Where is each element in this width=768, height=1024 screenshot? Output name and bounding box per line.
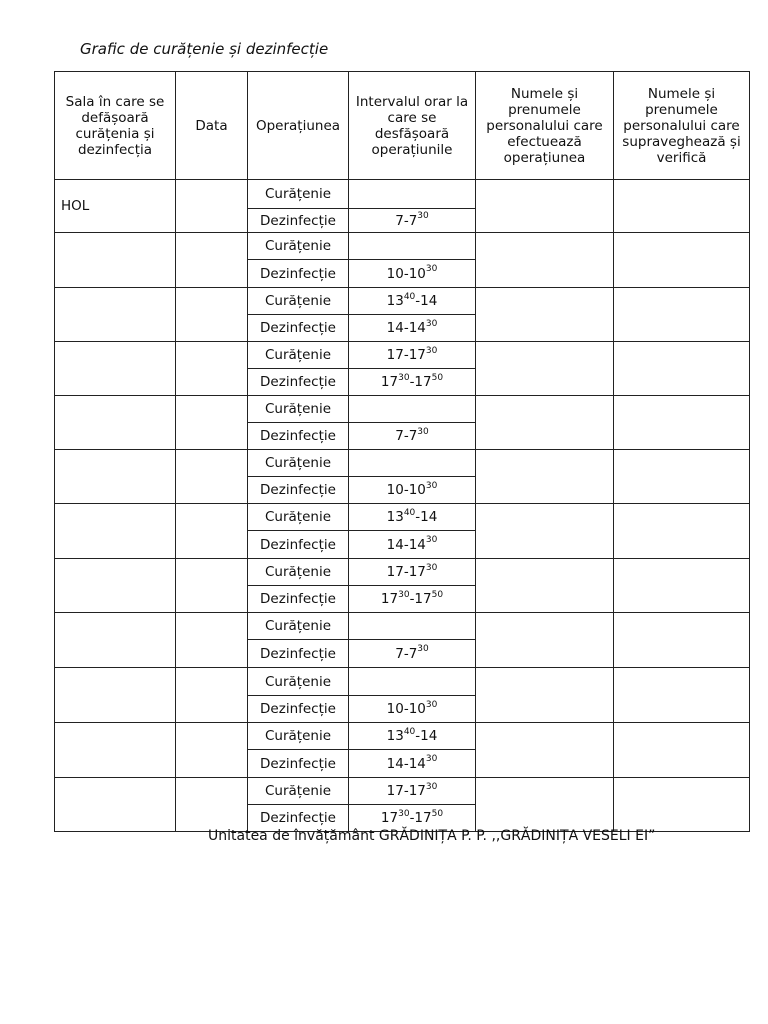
operation-cell: Curățenie [248, 559, 349, 586]
interval-minutes: 30 [398, 372, 410, 383]
table-row [55, 233, 750, 260]
interval-cell [349, 778, 476, 805]
interval-hours: 17 [380, 374, 399, 390]
performer-cell[interactable] [476, 613, 614, 668]
interval-minutes: 30 [425, 345, 438, 356]
supervisor-cell[interactable] [614, 723, 750, 778]
header-row [55, 72, 750, 180]
supervisor-cell[interactable] [614, 504, 750, 559]
interval-hours: 7-7 [395, 645, 418, 662]
supervisor-cell[interactable] [614, 559, 750, 613]
interval-hours: 17 [380, 810, 399, 826]
table-row [55, 342, 750, 369]
interval-minutes: 30 [417, 644, 429, 654]
interval-minutes: 50 [431, 808, 444, 819]
interval-cell [349, 342, 476, 369]
table-row [55, 668, 750, 696]
interval-cell [349, 233, 476, 260]
interval-cell [349, 640, 476, 668]
performer-cell[interactable] [476, 233, 614, 288]
interval-minutes: 30 [398, 589, 410, 600]
room-cell[interactable] [55, 504, 176, 559]
interval-hours: 17 [380, 591, 399, 607]
interval-hours: -17 [409, 374, 432, 390]
interval-hours: -17 [409, 591, 432, 607]
operation-cell: Curățenie [248, 342, 349, 369]
operation-cell: Curățenie [248, 723, 349, 750]
interval-hours: -14 [415, 293, 438, 309]
interval-hours: 13 [386, 728, 404, 744]
interval-minutes: 40 [403, 726, 416, 737]
interval-hours: 10-10 [386, 701, 426, 717]
performer-cell[interactable] [476, 288, 614, 342]
date-cell[interactable] [176, 613, 248, 668]
interval-minutes: 40 [403, 291, 416, 302]
interval-hours: 17-17 [386, 347, 426, 363]
operation-cell: Dezinfecție [248, 531, 349, 559]
room-cell[interactable] [55, 396, 176, 450]
date-cell[interactable] [176, 723, 248, 778]
interval-hours: 14-14 [386, 755, 426, 772]
interval-minutes: 30 [425, 535, 438, 545]
interval-cell [349, 180, 476, 209]
room-cell[interactable] [55, 778, 176, 832]
schedule-body [55, 180, 750, 832]
interval-cell [349, 723, 476, 750]
operation-cell: Curățenie [248, 450, 349, 477]
interval-cell [349, 559, 476, 586]
room-cell[interactable] [55, 342, 176, 396]
operation-cell: Curățenie [248, 613, 349, 640]
interval-cell [349, 477, 476, 504]
interval-hours: 10-10 [386, 265, 426, 282]
performer-cell[interactable] [476, 504, 614, 559]
institution-footer: Unitatea de învățământ GRĂDINIȚA P. P. ,,GRĂDINIȚA VESELI EI” [208, 828, 656, 844]
interval-cell [349, 315, 476, 342]
room-cell[interactable] [55, 723, 176, 778]
performer-cell[interactable] [476, 559, 614, 613]
date-cell[interactable] [176, 668, 248, 723]
table-row [55, 288, 750, 315]
table-row [55, 723, 750, 750]
performer-cell[interactable] [476, 450, 614, 504]
date-cell[interactable] [176, 396, 248, 450]
header-performer: Numele și prenumele personalului care efectuează operațiunea [476, 72, 614, 180]
table-row [55, 504, 750, 531]
operation-cell: Curățenie [248, 504, 349, 531]
performer-cell[interactable] [476, 342, 614, 396]
table-row [55, 396, 750, 423]
interval-minutes: 30 [425, 562, 438, 573]
room-cell[interactable] [55, 450, 176, 504]
performer-cell[interactable] [476, 668, 614, 723]
supervisor-cell[interactable] [614, 342, 750, 396]
supervisor-cell[interactable] [614, 180, 750, 233]
interval-minutes: 30 [425, 699, 438, 710]
supervisor-cell[interactable] [614, 450, 750, 504]
interval-cell [349, 613, 476, 640]
interval-minutes: 30 [425, 480, 438, 491]
operation-cell: Dezinfecție [248, 315, 349, 342]
room-cell[interactable] [55, 233, 176, 288]
date-cell[interactable] [176, 450, 248, 504]
header-room: Sala în care se defășoară curățenia și dezinfecția [55, 72, 176, 180]
operation-cell: Dezinfecție [248, 477, 349, 504]
interval-minutes: 50 [431, 372, 444, 383]
interval-cell [349, 531, 476, 559]
operation-cell: Dezinfecție [248, 260, 349, 288]
interval-minutes: 30 [425, 318, 438, 329]
operation-cell: Curățenie [248, 288, 349, 315]
operation-cell: Dezinfecție [248, 805, 349, 832]
room-cell[interactable] [55, 288, 176, 342]
interval-hours: -17 [409, 810, 432, 826]
header-interval: Intervalul orar la care se desfășoară operațiunile [349, 72, 476, 180]
performer-cell[interactable] [476, 778, 614, 832]
interval-hours: -14 [415, 509, 438, 525]
operation-cell: Curățenie [248, 233, 349, 260]
interval-cell [349, 668, 476, 696]
operation-cell: Curățenie [248, 778, 349, 805]
performer-cell[interactable] [476, 396, 614, 450]
interval-hours: 7-7 [395, 212, 418, 229]
interval-cell [349, 369, 476, 396]
interval-cell [349, 450, 476, 477]
table-row [55, 778, 750, 805]
performer-cell[interactable] [476, 723, 614, 778]
supervisor-cell[interactable] [614, 396, 750, 450]
interval-hours: 7-7 [395, 428, 418, 444]
interval-cell [349, 423, 476, 450]
date-cell[interactable] [176, 342, 248, 396]
interval-cell [349, 586, 476, 613]
date-cell[interactable] [176, 559, 248, 613]
interval-cell [349, 504, 476, 531]
operation-cell: Dezinfecție [248, 423, 349, 450]
operation-cell: Dezinfecție [248, 369, 349, 396]
interval-hours: 14-14 [386, 320, 426, 336]
interval-minutes: 30 [425, 264, 438, 274]
room-cell[interactable]: HOL [55, 180, 176, 233]
interval-cell [349, 209, 476, 233]
table-row [55, 180, 750, 209]
interval-cell [349, 260, 476, 288]
interval-hours: 14-14 [386, 536, 426, 553]
operation-cell: Curățenie [248, 396, 349, 423]
date-cell[interactable] [176, 180, 248, 233]
interval-cell [349, 696, 476, 723]
interval-minutes: 30 [417, 426, 429, 437]
room-cell[interactable] [55, 559, 176, 613]
operation-cell: Curățenie [248, 180, 349, 209]
operation-cell: Dezinfecție [248, 750, 349, 778]
date-cell[interactable] [176, 288, 248, 342]
interval-minutes: 50 [431, 589, 444, 600]
header-supervisor: Numele și prenumele personalului care supraveghează și verifică [614, 72, 750, 180]
date-cell[interactable] [176, 778, 248, 832]
operation-cell: Curățenie [248, 668, 349, 696]
supervisor-cell[interactable] [614, 233, 750, 288]
operation-cell: Dezinfecție [248, 586, 349, 613]
supervisor-cell[interactable] [614, 778, 750, 832]
date-cell[interactable] [176, 233, 248, 288]
interval-minutes: 30 [425, 781, 438, 792]
operation-cell: Dezinfecție [248, 640, 349, 668]
cleaning-schedule-table [54, 71, 750, 832]
interval-hours: 17-17 [386, 564, 426, 580]
interval-minutes: 30 [417, 211, 429, 221]
interval-hours: 13 [386, 293, 404, 309]
interval-cell [349, 396, 476, 423]
document-title: Grafic de curățenie și dezinfecție [80, 40, 329, 58]
interval-hours: -14 [415, 728, 438, 744]
header-date: Data [176, 72, 248, 180]
room-cell[interactable] [55, 668, 176, 723]
interval-minutes: 30 [398, 808, 410, 819]
interval-minutes: 40 [403, 507, 416, 518]
date-cell[interactable] [176, 504, 248, 559]
interval-cell [349, 288, 476, 315]
interval-cell [349, 750, 476, 778]
header-operation: Operațiunea [248, 72, 349, 180]
operation-cell: Dezinfecție [248, 696, 349, 723]
supervisor-cell[interactable] [614, 668, 750, 723]
performer-cell[interactable] [476, 180, 614, 233]
supervisor-cell[interactable] [614, 613, 750, 668]
supervisor-cell[interactable] [614, 288, 750, 342]
table-row [55, 559, 750, 586]
table-row [55, 613, 750, 640]
interval-hours: 10-10 [386, 482, 426, 498]
interval-minutes: 30 [425, 754, 438, 764]
interval-hours: 17-17 [386, 783, 426, 799]
table-row [55, 450, 750, 477]
room-cell[interactable] [55, 613, 176, 668]
operation-cell: Dezinfecție [248, 209, 349, 233]
interval-hours: 13 [386, 509, 404, 525]
